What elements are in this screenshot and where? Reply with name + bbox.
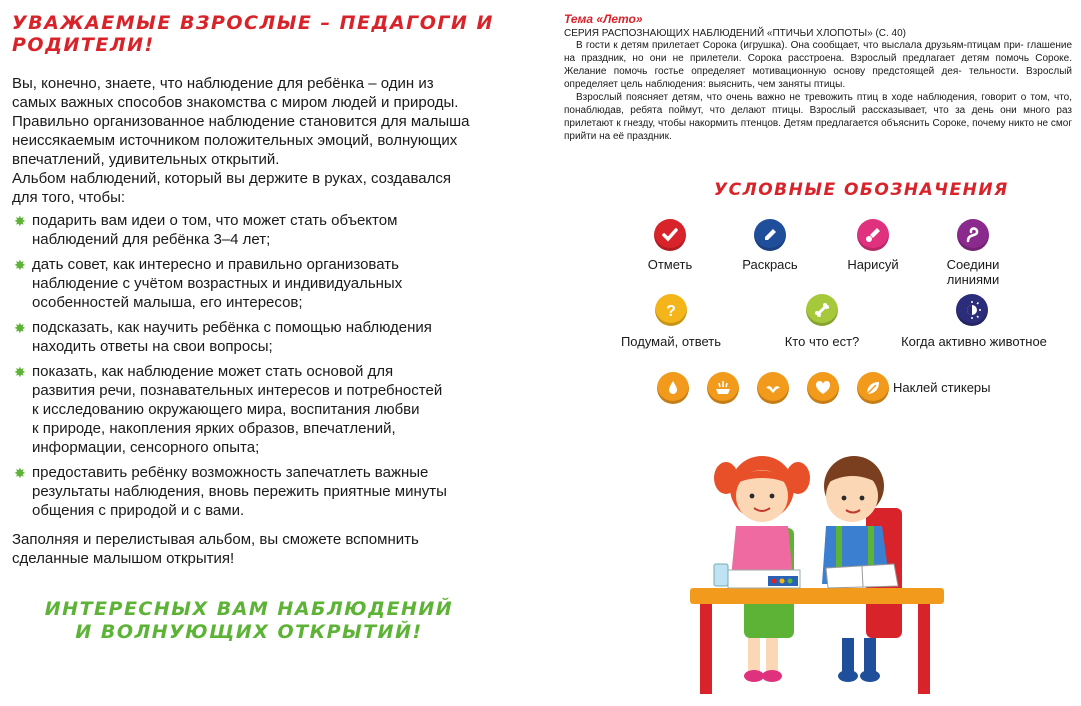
closing-wish <box>12 598 512 644</box>
nest-sticker-icon <box>707 372 739 404</box>
connect-lines-icon <box>957 219 989 251</box>
intro-line: Альбом наблюдений, который вы держите в руках, создавался <box>12 170 451 187</box>
outro-line: сделанные малышом открытия! <box>12 550 235 567</box>
list-item <box>12 463 512 520</box>
intro-line: впечатлений, удивительных открытий. <box>12 151 280 168</box>
outro-line: Заполняя и перелистывая альбом, вы сможете вспомнить <box>12 531 419 548</box>
legend-label-think: Подумай, ответь <box>620 334 722 349</box>
bullet-line: предоставить ребёнку возможность запечатлеть важные <box>32 464 429 481</box>
wish-line: И ВОЛНУЮЩИХ ОТКРЫТИЙ! <box>75 621 423 643</box>
bullet-line: наблюдений для ребёнка 3–4 лет; <box>32 231 271 248</box>
flower-bullet-icon: ✸ <box>14 320 26 336</box>
legend-label-connect <box>928 257 1018 287</box>
right-page <box>564 12 1072 143</box>
legend-label-draw: Нарисуй <box>847 257 899 272</box>
heart-sticker-icon <box>807 372 839 404</box>
legend-title: УСЛОВНЫЕ ОБОЗНАЧЕНИЯ <box>714 180 1009 200</box>
bullet-line: находить ответы на свои вопросы; <box>32 338 273 355</box>
intro-line: неиссякаемым источником положительных эмоций, волнующих <box>12 132 458 149</box>
flower-bullet-icon: ✸ <box>14 213 26 229</box>
svg-text:?: ? <box>666 303 676 320</box>
para-line: о том, что, понаблюдав, ребята поймут, что делают птицы. Взрослый рассказывает, что за день <box>564 92 1073 116</box>
list-item <box>12 362 512 457</box>
intro-line: Правильно организованное наблюдение становится для малыша <box>12 113 470 130</box>
outro-text <box>12 530 512 568</box>
intro-text <box>12 74 512 207</box>
list-item <box>12 255 512 312</box>
table-leg <box>918 604 930 694</box>
list-item <box>12 318 512 356</box>
brush-icon <box>857 219 889 251</box>
legend-label-when-active: Когда активно животное <box>901 334 1047 349</box>
para-line: помочь Сороке. Желание помочь гостье определяет мотивационную основу предстоящей дея- <box>564 53 1073 77</box>
bullet-line: общения с природой и с вами. <box>32 502 245 519</box>
bullet-line: особенностей малыша, его интересов; <box>32 294 303 311</box>
legend-label-line: Соедини <box>946 257 1000 272</box>
table-leg <box>700 604 712 694</box>
water-glass <box>714 564 728 586</box>
bullet-line: к природе, накопления ярких образов, впечатлений, <box>32 420 396 437</box>
intro-line: Вы, конечно, знаете, что наблюдение для ребёнка – один из <box>12 75 434 92</box>
flower-bullet-icon: ✸ <box>14 257 26 273</box>
paragraph <box>564 39 1072 91</box>
bone-icon <box>806 294 838 326</box>
intro-line: для того, чтобы: <box>12 189 126 206</box>
para-line: они много раз прилетают к гнезду, чтобы накормить птенцов. Детям предлагается объяснить <box>564 105 1072 129</box>
legend-label-color: Раскрась <box>742 257 798 272</box>
leaf-sticker-icon <box>857 372 889 404</box>
intro-line: самых важных способов знакомства с миром людей и природы. <box>12 94 459 111</box>
day-night-icon <box>956 294 988 326</box>
bullet-line: наблюдение с учётом возрастных и индивидуальных <box>32 275 403 292</box>
bullet-line: подсказать, как научить ребёнка с помощью наблюдения <box>32 319 432 336</box>
legend-label-who-eats: Кто что ест? <box>784 334 860 349</box>
para-line: В гости к детям прилетает Сорока (игрушка). Она сообщает, что выслала друзьям-птицам при- <box>576 40 1024 51</box>
bird-sticker-icon <box>757 372 789 404</box>
list-item <box>12 211 512 249</box>
children-at-table-illustration <box>686 448 950 696</box>
legend-label-line: линиями <box>946 272 1000 287</box>
para-line: Сороке, почему никто не смог прийти на её праздник. <box>564 118 1072 142</box>
bullet-line: подарить вам идеи о том, что может стать объектом <box>32 212 398 229</box>
series-title: СЕРИЯ РАСПОЗНАЮЩИХ НАБЛЮДЕНИЙ «ПТИЧЬИ ХЛОПОТЫ» (С. 40) <box>564 28 907 39</box>
goals-list <box>12 211 512 520</box>
page-heading: УВАЖАЕМЫЕ ВЗРОСЛЫЕ – ПЕДАГОГИ И РОДИТЕЛИ! <box>12 12 494 56</box>
bullet-line: к исследованию окружающего мира, воспитания любви <box>32 401 420 418</box>
question-icon <box>655 294 687 326</box>
flower-bullet-icon: ✸ <box>14 364 26 380</box>
bullet-line: развития речи, познавательных интересов и потребностей <box>32 382 443 399</box>
para-line: Взрослый поясняет детям, что очень важно не тревожить птиц в ходе наблюдения, говорит <box>576 92 1017 103</box>
legend-label-mark: Отметь <box>647 257 693 272</box>
bullet-line: информации, сенсорного опыта; <box>32 439 260 456</box>
bullet-line: дать совет, как интересно и правильно организовать <box>32 256 399 273</box>
table-top <box>690 588 944 604</box>
para-line: глашение на праздник, но они не прилетели. Сорока расстроена. Взрослый предлагает детям <box>564 40 1073 64</box>
para-line: тельности. Взрослый определяет цель наблюдения: выяснить, чем заняты птицы. <box>564 66 1072 90</box>
drop-sticker-icon <box>657 372 689 404</box>
bullet-line: показать, как наблюдение может стать основой для <box>32 363 394 380</box>
bullet-line: результаты наблюдения, вновь пережить приятные минуты <box>32 483 447 500</box>
paragraph <box>564 91 1072 143</box>
legend-label-stickers: Наклей стикеры <box>893 380 991 395</box>
wish-line: ИНТЕРЕСНЫХ ВАМ НАБЛЮДЕНИЙ <box>44 598 454 620</box>
theme-title: Тема «Лето» <box>564 12 643 26</box>
flower-bullet-icon: ✸ <box>14 465 26 481</box>
pencil-icon <box>754 219 786 251</box>
checkmark-icon <box>654 219 686 251</box>
left-page <box>12 12 512 644</box>
